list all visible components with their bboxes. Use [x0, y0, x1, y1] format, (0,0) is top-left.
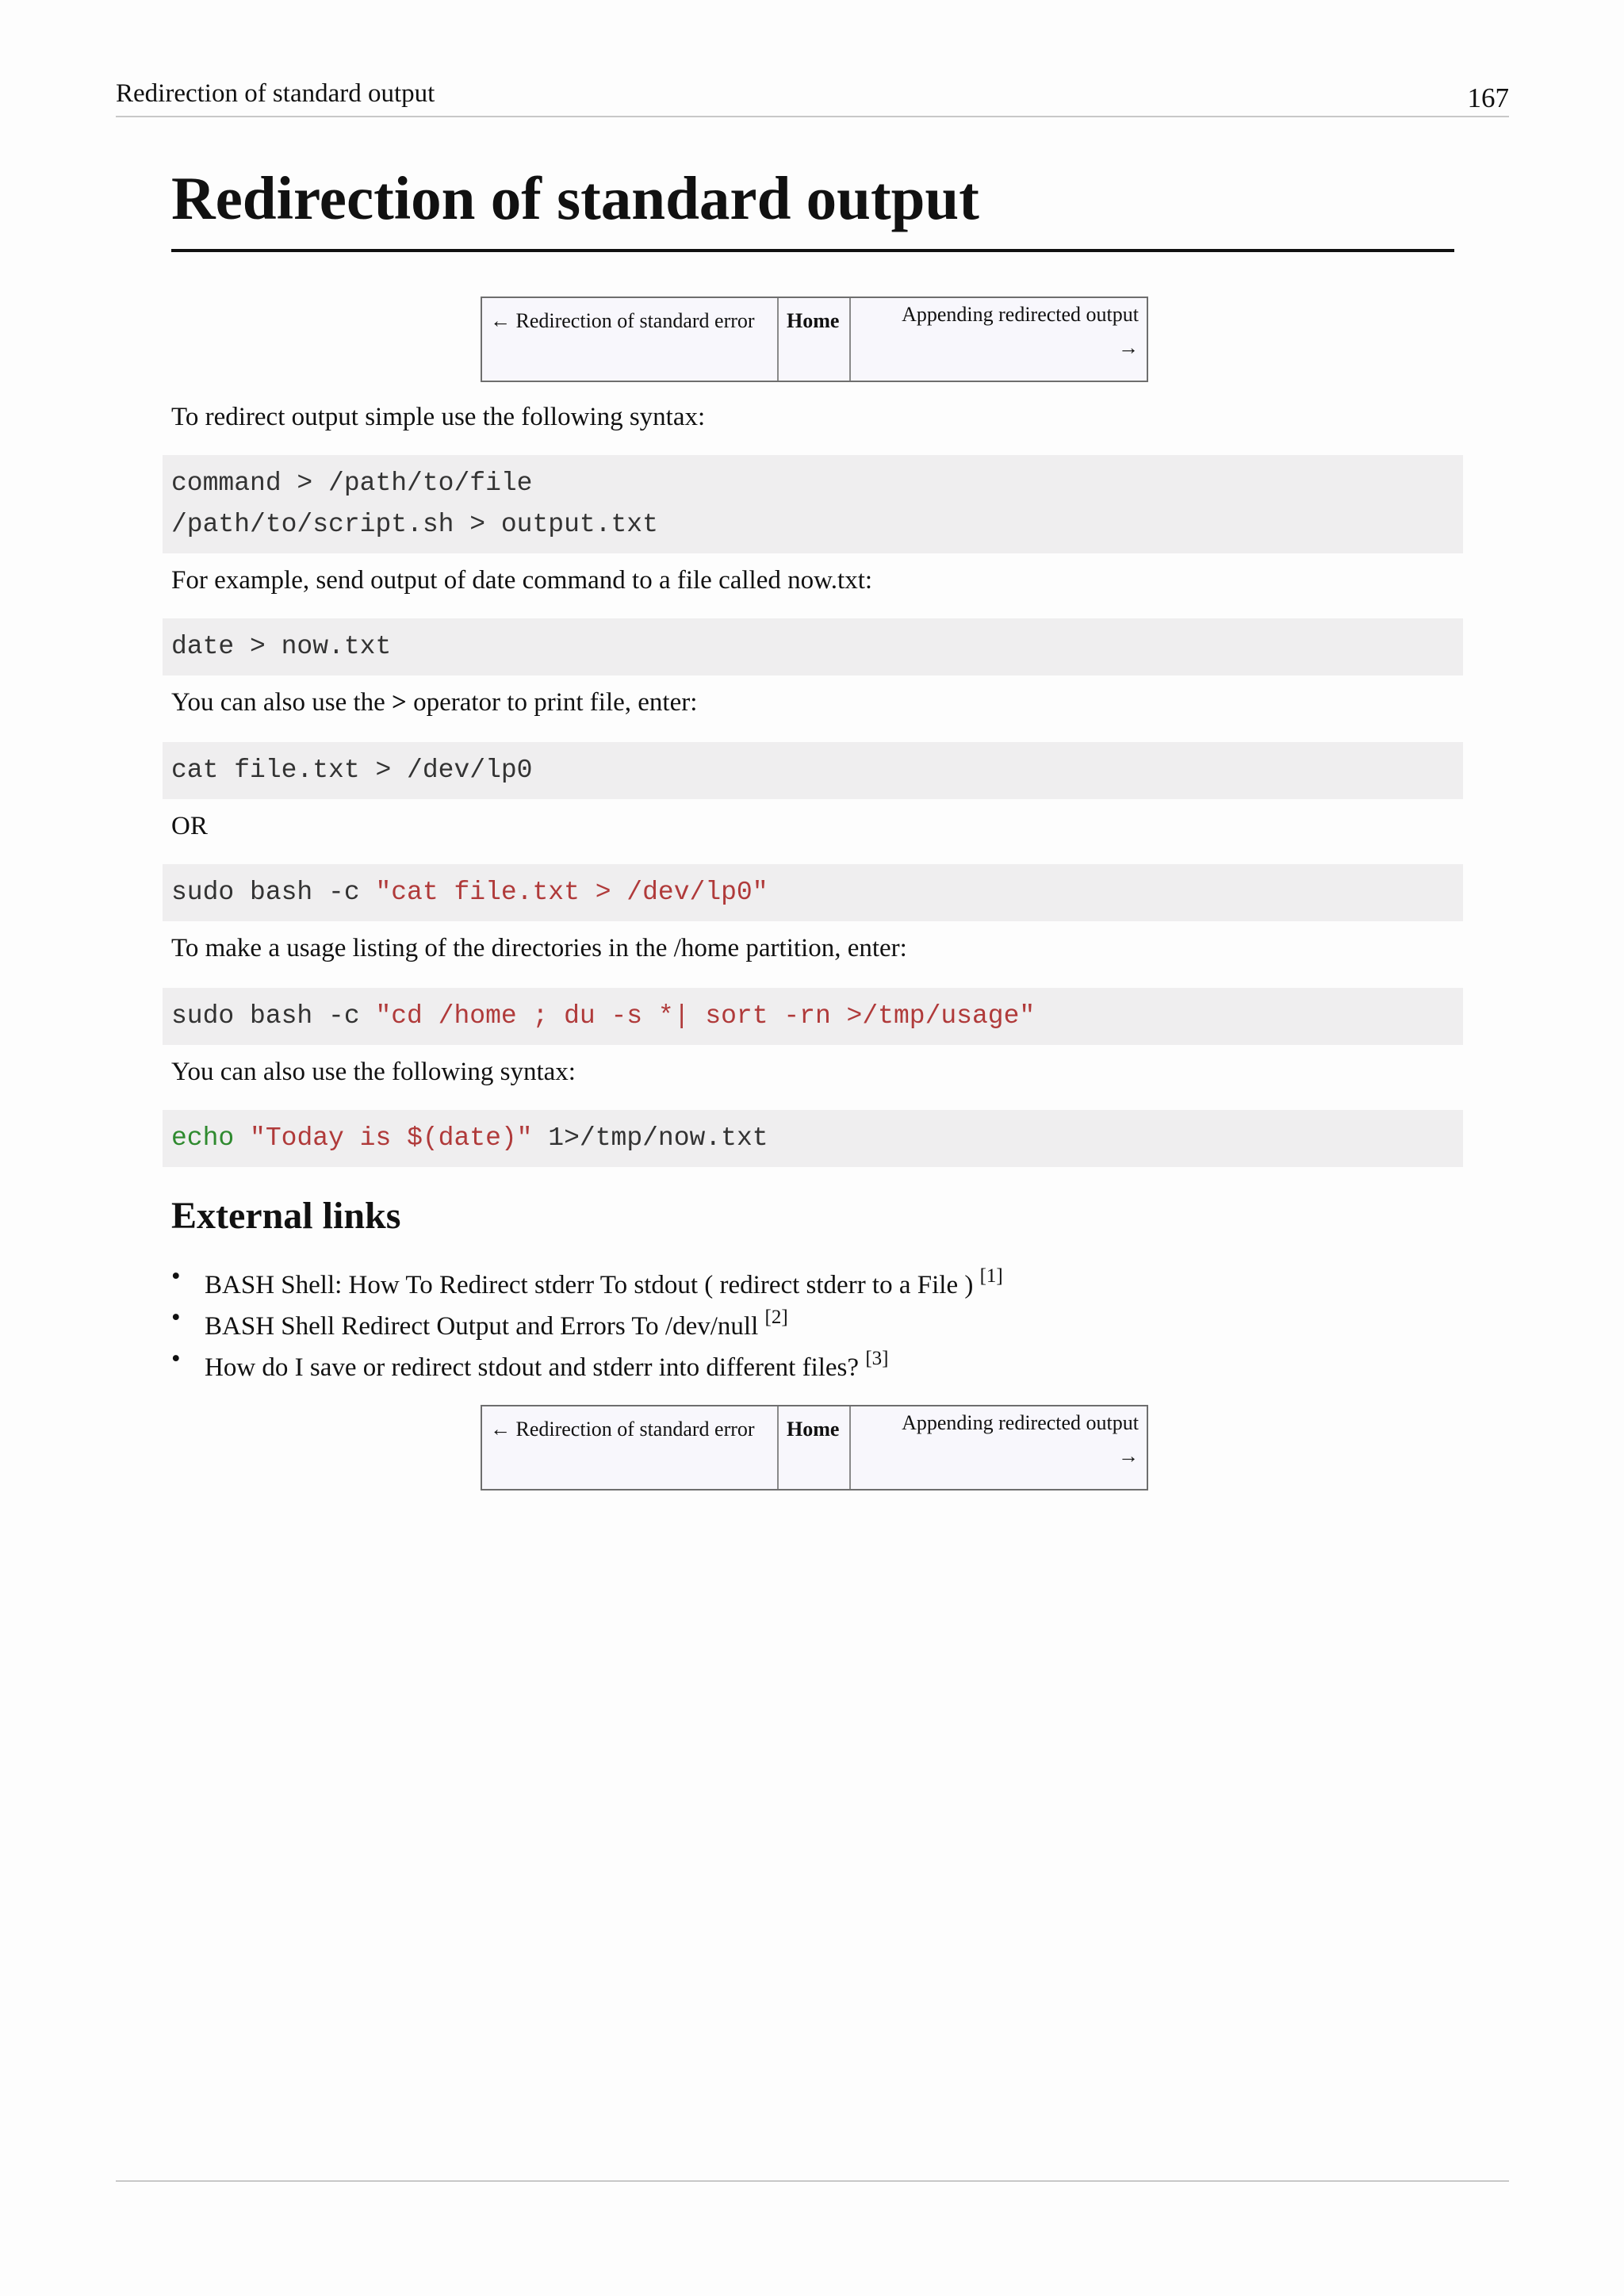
reference-marker[interactable]: [3] — [865, 1348, 889, 1369]
code-block-cat — [163, 742, 1463, 799]
nav-next-link[interactable] — [851, 1406, 1147, 1489]
code-line — [171, 1118, 1463, 1159]
operator-text: > — [392, 688, 407, 717]
text-segment: operator to print file, enter: — [413, 688, 698, 717]
code-string: "cd /home ; du -s *| sort -rn >/tmp/usage" — [375, 1001, 1036, 1031]
paragraph-date-example: For example, send output of date command to a file called now.txt: — [171, 566, 873, 595]
code-line — [171, 872, 1463, 913]
reference-marker[interactable]: [1] — [979, 1265, 1003, 1287]
nav-home-label: Home — [787, 309, 840, 332]
nav-prev-label: Redirection of standard error — [515, 1418, 755, 1441]
paragraph-print-file — [171, 687, 697, 718]
nav-home-link[interactable] — [779, 1406, 851, 1489]
code-line: /path/to/script.sh > output.txt — [171, 510, 658, 539]
external-link-item[interactable] — [171, 1256, 1003, 1297]
running-header-title: Redirection of standard output — [116, 79, 435, 108]
left-arrow-icon: ← — [490, 1418, 511, 1441]
left-arrow-icon: ← — [490, 309, 511, 332]
paragraph-syntax-intro: To redirect output simple use the following syntax: — [171, 403, 706, 431]
paragraph-usage-listing: To make a usage listing of the directories in the /home partition, enter: — [171, 934, 907, 962]
code-line: command > /path/to/file — [171, 469, 533, 498]
code-string: "cat file.txt > /dev/lp0" — [375, 878, 768, 907]
text-segment: You can also use the — [171, 688, 385, 717]
code-plain: sudo bash -c — [171, 1001, 376, 1031]
code-line: date > now.txt — [171, 632, 392, 661]
external-links-list — [171, 1256, 1003, 1380]
bullet-icon: • — [171, 1345, 181, 1373]
code-line: cat file.txt > /dev/lp0 — [171, 756, 533, 785]
nav-box-bottom — [481, 1405, 1148, 1490]
bullet-icon: • — [171, 1262, 181, 1291]
nav-next-label: Appending redirected output — [902, 1411, 1139, 1434]
external-link-item[interactable] — [171, 1338, 1003, 1380]
nav-prev-link[interactable] — [482, 1406, 779, 1489]
code-block-sudo-cat — [163, 864, 1463, 921]
code-plain: 1>/tmp/now.txt — [532, 1123, 768, 1153]
code-block-syntax — [163, 455, 1463, 553]
nav-next-label: Appending redirected output — [902, 303, 1139, 326]
code-keyword: echo — [171, 1123, 235, 1153]
external-link-text[interactable]: How do I save or redirect stdout and stderr into different files? — [205, 1353, 860, 1382]
paragraph-or: OR — [171, 812, 208, 840]
page-title: Redirection of standard output — [171, 159, 1454, 252]
reference-marker[interactable]: [2] — [764, 1307, 788, 1328]
page-number: 167 — [1467, 82, 1509, 113]
bullet-icon: • — [171, 1303, 181, 1332]
nav-home-link[interactable] — [779, 298, 851, 381]
nav-home-label: Home — [787, 1418, 840, 1441]
nav-prev-link[interactable] — [482, 298, 779, 381]
external-link-item[interactable] — [171, 1297, 1003, 1341]
page-content — [171, 159, 1464, 1468]
nav-prev-label: Redirection of standard error — [515, 309, 755, 332]
code-line — [171, 996, 1463, 1037]
right-arrow-icon: → — [1118, 1445, 1139, 1468]
external-link-text[interactable]: BASH Shell: How To Redirect stderr To stdout ( redirect stderr to a File ) — [205, 1271, 974, 1299]
code-string: "Today is $(date)" — [250, 1123, 533, 1153]
external-link-text[interactable]: BASH Shell Redirect Output and Errors To /dev/null — [205, 1312, 759, 1341]
right-arrow-icon: → — [1118, 336, 1139, 359]
footer-rule — [116, 2180, 1509, 2182]
section-heading-external-links: External links — [171, 1195, 401, 1237]
code-plain: sudo bash -c — [171, 878, 376, 907]
nav-box-top — [481, 297, 1148, 382]
paragraph-following-syntax: You can also use the following syntax: — [171, 1058, 576, 1086]
code-block-date — [163, 618, 1463, 675]
running-header — [116, 79, 1509, 117]
code-block-echo — [163, 1110, 1463, 1167]
nav-next-link[interactable] — [851, 298, 1147, 381]
code-block-usage — [163, 988, 1463, 1045]
